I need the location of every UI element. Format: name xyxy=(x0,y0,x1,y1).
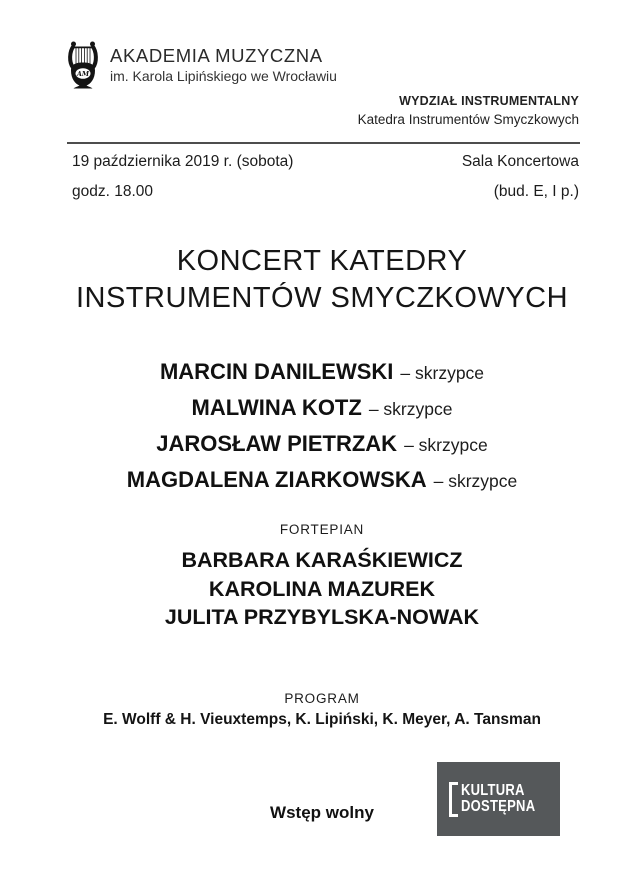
pianist-name: JULITA PRZYBYLSKA-NOWAK xyxy=(164,605,480,629)
performer-instrument: – skrzypce xyxy=(368,399,453,419)
performer-row xyxy=(12,355,620,391)
event-date: 19 października 2019 r. (sobota) xyxy=(72,153,294,170)
brand-text xyxy=(110,45,337,84)
performer-instrument: – skrzypce xyxy=(404,435,488,455)
admission-note: Wstęp wolny xyxy=(270,803,374,822)
academy-name: AKADEMIA MUZYCZNA xyxy=(110,44,323,66)
piano-names-list xyxy=(12,546,620,632)
performer-name: JAROSŁAW PIETRZAK xyxy=(156,431,398,456)
divider-rule xyxy=(67,142,580,144)
event-venue-detail: (bud. E, I p.) xyxy=(493,183,579,200)
performer-row xyxy=(12,463,620,499)
pianist-name: BARBARA KARAŚKIEWICZ xyxy=(181,548,463,572)
event-venue: Sala Koncertowa xyxy=(461,153,579,170)
performer-name: MALWINA KOTZ xyxy=(191,395,362,420)
program-composers: E. Wolff & H. Vieuxtemps, K. Lipiński, K. Meyer, A. Tansman xyxy=(103,711,541,728)
badge-line1: KULTURA xyxy=(461,782,525,799)
performers-list xyxy=(12,355,620,499)
event-time: godz. 18.00 xyxy=(72,183,154,200)
concert-title xyxy=(12,243,620,317)
performer-name: MAGDALENA ZIARKOWSKA xyxy=(126,467,427,492)
badge-line2: DOSTĘPNA xyxy=(461,798,536,815)
performer-row xyxy=(12,391,620,427)
performer-row xyxy=(12,427,620,463)
concert-title-line2: INSTRUMENTÓW SMYCZKOWYCH xyxy=(75,282,569,314)
academy-monogram: AM xyxy=(76,70,90,78)
academy-subtitle: im. Karola Lipińskiego we Wrocławiu xyxy=(110,68,337,85)
performer-name: MARCIN DANILEWSKI xyxy=(159,359,394,384)
time-building-row xyxy=(72,183,579,201)
piano-section xyxy=(12,522,620,632)
lyre-icon xyxy=(67,40,99,89)
performer-instrument: – skrzypce xyxy=(400,363,485,383)
pianist-name: KAROLINA MAZUREK xyxy=(208,576,436,601)
chair-name: Katedra Instrumentów Smyczkowych xyxy=(357,112,579,127)
department-block xyxy=(358,94,579,127)
program-section xyxy=(12,691,620,729)
faculty-name: WYDZIAŁ INSTRUMENTALNY xyxy=(399,94,579,108)
concert-title-line1: KONCERT KATEDRY xyxy=(176,245,468,277)
kultura-dostepna-badge xyxy=(437,762,560,836)
piano-section-heading: FORTEPIAN xyxy=(279,522,365,537)
program-section-heading: PROGRAM xyxy=(284,691,360,706)
performer-instrument: – skrzypce xyxy=(433,471,518,491)
brand-header xyxy=(67,40,337,89)
date-venue-row xyxy=(72,153,579,171)
